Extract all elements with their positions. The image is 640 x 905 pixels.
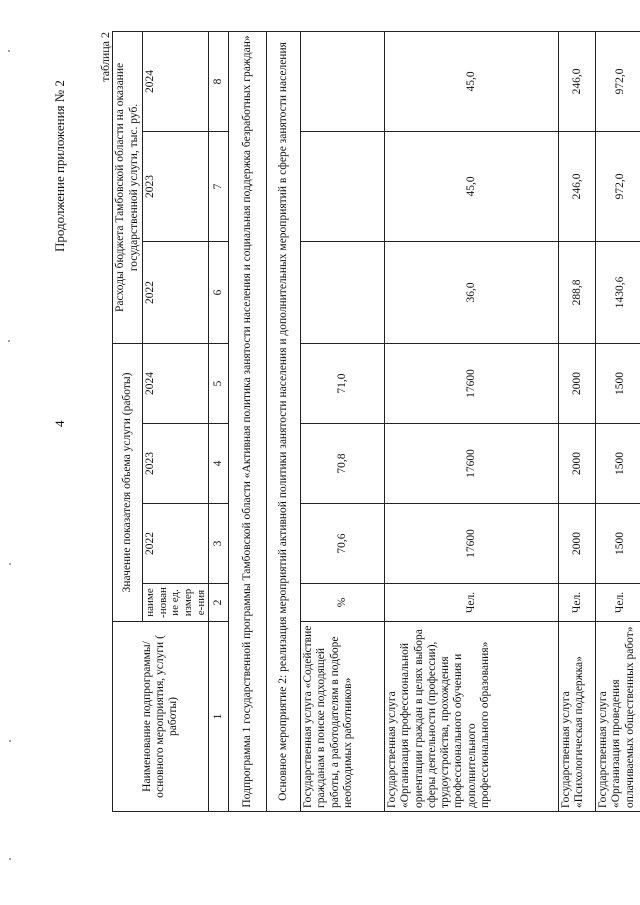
row-value-2023: 17600 — [385, 424, 559, 504]
row-budget-2024: 246,0 — [559, 31, 596, 131]
row-service-name: Государственная услуга «Психологическая поддержка» — [559, 622, 596, 812]
column-number: 8 — [209, 31, 229, 131]
table-row — [385, 31, 559, 811]
header-name: Наименование подпрограммы/ основного мероприятия, услуги ( работы) — [113, 622, 209, 812]
subprogram-title: Подпрограмма 1 государственной программы Тамбовской области «Активная политика занятости населения и социальная поддержка безработных граждан» — [229, 31, 267, 811]
header-year-2023: 2023 — [143, 424, 209, 504]
row-service-name: Государственная услуга «Организация проведения оплачиваемых общественных работ» — [596, 622, 640, 812]
header-budget-2024: 2024 — [143, 31, 209, 131]
header-unit: наиме-нование ед. измере-ния — [143, 584, 209, 622]
services-table — [112, 31, 640, 812]
row-value-2022: 17600 — [385, 504, 559, 584]
rotated-page-content — [52, 32, 636, 812]
column-number: 3 — [209, 504, 229, 584]
row-budget-2023: 45,0 — [385, 131, 559, 241]
row-budget-2023 — [301, 131, 385, 241]
table-row — [559, 31, 596, 811]
column-number: 1 — [209, 622, 229, 812]
row-value-2022: 2000 — [559, 504, 596, 584]
scan-speck — [9, 740, 11, 742]
row-value-2024: 1500 — [596, 343, 640, 423]
column-number: 7 — [209, 131, 229, 241]
header-budget-2022: 2022 — [143, 241, 209, 343]
row-value-2024: 17600 — [385, 343, 559, 423]
page-number: 4 — [52, 420, 67, 427]
table-label: таблица 2 — [98, 32, 112, 82]
column-number: 5 — [209, 343, 229, 423]
row-service-name: Государственная услуга «Организация профессиональной ориентации граждан в целях выбора сферы деятельности (профессии), трудоустройства, прохождения профессионального обучения и дополнительного профессионального образования» — [385, 622, 559, 812]
row-value-2024: 2000 — [559, 343, 596, 423]
column-number: 2 — [209, 584, 229, 622]
row-budget-2022: 36,0 — [385, 241, 559, 343]
scan-speck — [8, 50, 10, 52]
row-value-2023: 1500 — [596, 424, 640, 504]
header-budget-group: Расходы бюджета Тамбовской области на оказание государственной услуги, тыс. руб. — [113, 31, 143, 343]
row-budget-2022: 288,8 — [559, 241, 596, 343]
column-number: 4 — [209, 424, 229, 504]
row-unit: Чел. — [596, 584, 640, 622]
row-unit: Чел. — [385, 584, 559, 622]
main-event-title: Основное мероприятие 2: реализация мероприятий активной политики занятости населения и дополнительных мероприятий в сфере занятости населения — [267, 31, 301, 811]
row-budget-2024: 972,0 — [596, 31, 640, 131]
column-number-row — [209, 31, 229, 811]
row-value-2023: 70,8 — [301, 424, 385, 504]
table-row — [596, 31, 640, 811]
scan-speck — [9, 563, 11, 565]
row-service-name: Государственная услуга «Содействие гражданам в поиске подходящей работы, а работодателям в подборе необходимых работников» — [301, 622, 385, 812]
row-unit: % — [301, 584, 385, 622]
row-value-2024: 71,0 — [301, 343, 385, 423]
header-row — [113, 31, 143, 811]
row-budget-2023: 972,0 — [596, 131, 640, 241]
row-unit: Чел. — [559, 584, 596, 622]
scan-speck — [9, 858, 11, 860]
row-budget-2022 — [301, 241, 385, 343]
row-value-2022: 70,6 — [301, 504, 385, 584]
subprogram-row — [229, 31, 267, 811]
table-row — [301, 31, 385, 811]
row-value-2022: 1500 — [596, 504, 640, 584]
row-budget-2023: 246,0 — [559, 131, 596, 241]
header-budget-2023: 2023 — [143, 131, 209, 241]
column-number: 6 — [209, 241, 229, 343]
header-year-2022: 2022 — [143, 504, 209, 584]
header-volume-group: Значение показателя объема услуги (работы) — [113, 343, 143, 621]
row-budget-2022: 1430,6 — [596, 241, 640, 343]
row-budget-2024 — [301, 31, 385, 131]
row-value-2023: 2000 — [559, 424, 596, 504]
scan-speck — [8, 340, 10, 342]
row-budget-2024: 45,0 — [385, 31, 559, 131]
appendix-note: Продолжение приложения № 2 — [52, 80, 67, 252]
main-event-row — [267, 31, 301, 811]
header-year-2024: 2024 — [143, 343, 209, 423]
